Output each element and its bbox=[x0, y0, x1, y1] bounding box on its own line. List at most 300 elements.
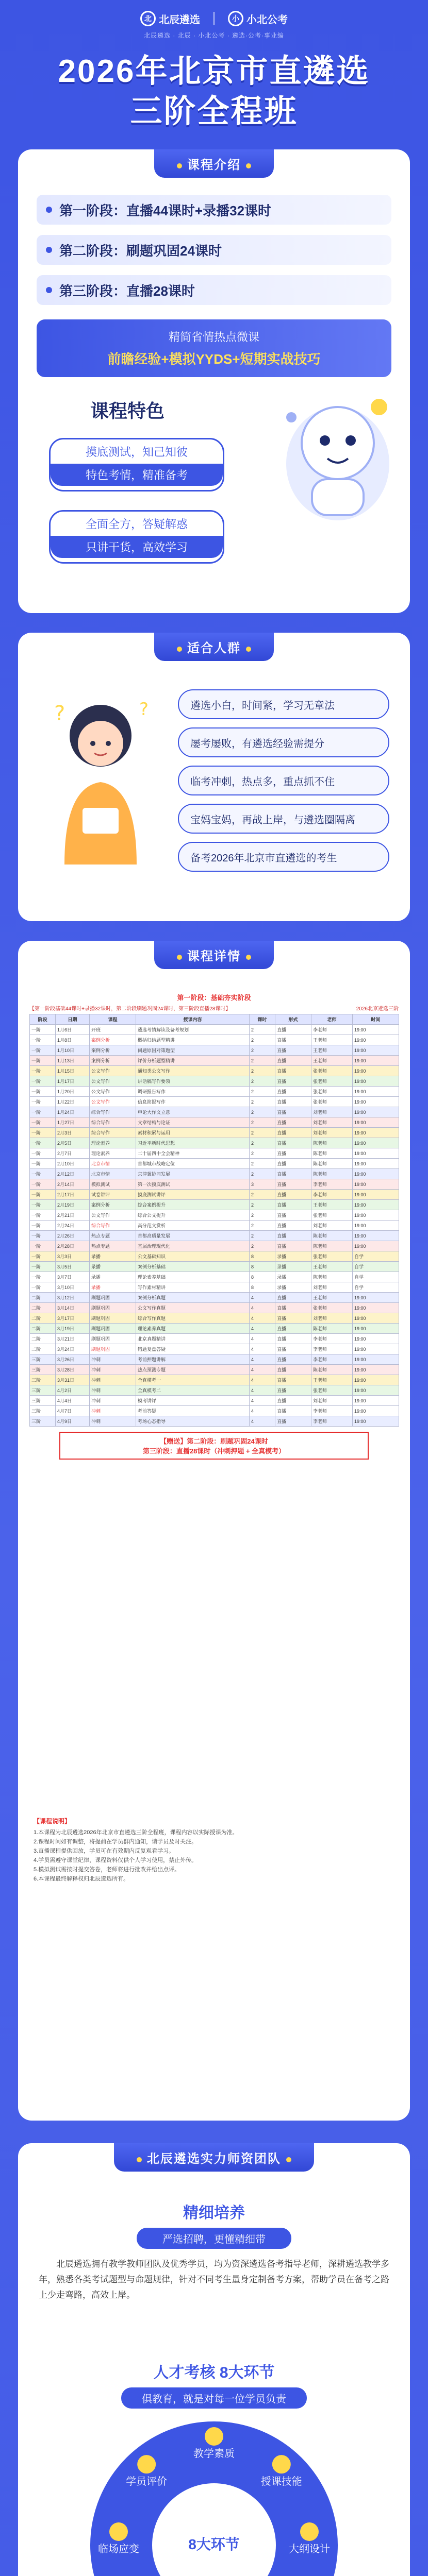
schedule-row bbox=[30, 1128, 399, 1138]
schedule-cell: 2 bbox=[250, 1066, 275, 1076]
wheel-step-icon bbox=[300, 2522, 319, 2541]
schedule-row bbox=[30, 1117, 399, 1128]
beichen-logo-icon: 北 bbox=[140, 11, 156, 26]
schedule-cell: 李老师 bbox=[311, 1344, 353, 1354]
stage-2-label: 第二阶段：刷题巩固24课时 bbox=[59, 243, 222, 259]
schedule-cell: 3月21日 bbox=[56, 1334, 90, 1344]
schedule-cell: 综合写作 bbox=[90, 1221, 136, 1231]
schedule-cell: 刘老师 bbox=[311, 1117, 353, 1128]
brand-xiaobei bbox=[228, 11, 288, 26]
schedule-cell: 第一次摸底测试 bbox=[136, 1179, 250, 1190]
bullet-icon bbox=[46, 247, 52, 253]
brand-logos bbox=[0, 7, 428, 30]
schedule-cell: 19:00 bbox=[353, 1231, 399, 1241]
eight-steps-wheel bbox=[85, 2416, 343, 2576]
schedule-cell: 试卷讲评 bbox=[90, 1190, 136, 1200]
schedule-cell: 1月13日 bbox=[56, 1056, 90, 1066]
schedule-cell: 王老师 bbox=[311, 1262, 353, 1272]
schedule-cell: 19:00 bbox=[353, 1354, 399, 1365]
brand-beichen bbox=[140, 11, 200, 26]
schedule-cell: 案例分析 bbox=[90, 1056, 136, 1066]
schedule-cell: 公文写作 bbox=[90, 1076, 136, 1087]
schedule-row bbox=[30, 1282, 399, 1293]
schedule-cell: 通知类公文写作 bbox=[136, 1066, 250, 1076]
schedule-row bbox=[30, 1385, 399, 1396]
schedule-cell: 3月14日 bbox=[56, 1303, 90, 1313]
schedule-column-header: 日期 bbox=[56, 1014, 90, 1025]
schedule-cell: 张老师 bbox=[311, 1251, 353, 1262]
bonus-line-2: 第三阶段：直播28课时（冲刺押题 + 全真模考） bbox=[142, 1447, 286, 1455]
schedule-cell: 1月22日 bbox=[56, 1097, 90, 1107]
schedule-cell: 张老师 bbox=[311, 1303, 353, 1313]
schedule-cell: 直播 bbox=[275, 1087, 311, 1097]
schedule-cell: 19:00 bbox=[353, 1303, 399, 1313]
schedule-cell: 一阶 bbox=[30, 1117, 56, 1128]
schedule-cell: 4 bbox=[250, 1344, 275, 1354]
schedule-row bbox=[30, 1324, 399, 1334]
schedule-cell: 2 bbox=[250, 1241, 275, 1251]
schedule-cell: 2月10日 bbox=[56, 1159, 90, 1169]
schedule-cell: 一阶 bbox=[30, 1148, 56, 1159]
team-heading-2 bbox=[18, 2360, 410, 2409]
schedule-cell: 19:00 bbox=[353, 1128, 399, 1138]
schedule-cell: 一阶 bbox=[30, 1210, 56, 1221]
schedule-cell: 2 bbox=[250, 1056, 275, 1066]
schedule-cell: 公文写作 bbox=[90, 1097, 136, 1107]
schedule-cell: 1月10日 bbox=[56, 1045, 90, 1056]
schedule-cell: 8 bbox=[250, 1262, 275, 1272]
schedule-cell: 王老师 bbox=[311, 1200, 353, 1210]
schedule-cell: 错题复盘答疑 bbox=[136, 1344, 250, 1354]
stage-3-label: 第三阶段：直播28课时 bbox=[59, 283, 195, 299]
hero-title-line1: 2026年北京市直遴选 bbox=[58, 54, 370, 89]
schedule-cell: 2月19日 bbox=[56, 1200, 90, 1210]
schedule-row bbox=[30, 1375, 399, 1385]
schedule-cell: 直播 bbox=[275, 1313, 311, 1324]
schedule-cell: 摸底测试讲评 bbox=[136, 1190, 250, 1200]
schedule-cell: 直播 bbox=[275, 1231, 311, 1241]
schedule-cell: 2月17日 bbox=[56, 1190, 90, 1200]
bonus-line-1: 【赠送】第二阶段：刷题巩固24课时 bbox=[160, 1437, 268, 1445]
schedule-cell: 19:00 bbox=[353, 1190, 399, 1200]
schedule-cell: 冲刺 bbox=[90, 1416, 136, 1427]
schedule-cell: 写作素材精讲 bbox=[136, 1282, 250, 1293]
schedule-row bbox=[30, 1148, 399, 1159]
schedule-cell: 直播 bbox=[275, 1406, 311, 1416]
wheel-step-label: 教学素质 bbox=[193, 2448, 235, 2460]
schedule-cell: 案例分析基础 bbox=[136, 1262, 250, 1272]
schedule-row bbox=[30, 1138, 399, 1148]
course-details-card bbox=[18, 941, 410, 2121]
schedule-subtitle-left: 【第一阶段基础44课时+录播32课时，第二阶段刷题巩固24课时，第三阶段直播28课时】 bbox=[29, 1006, 231, 1012]
schedule-cell: 录播 bbox=[275, 1272, 311, 1282]
schedule-cell: 2 bbox=[250, 1200, 275, 1210]
schedule-cell: 二阶 bbox=[30, 1313, 56, 1324]
schedule-cell: 陈老师 bbox=[311, 1324, 353, 1334]
schedule-cell: 19:00 bbox=[353, 1066, 399, 1076]
schedule-cell: 讲话稿写作要领 bbox=[136, 1076, 250, 1087]
schedule-cell: 京津冀协同发展 bbox=[136, 1169, 250, 1179]
schedule-cell: 直播 bbox=[275, 1324, 311, 1334]
schedule-cell: 4月7日 bbox=[56, 1406, 90, 1416]
course-intro-card bbox=[18, 149, 410, 613]
mascot-icon bbox=[276, 386, 400, 531]
schedule-cell: 直播 bbox=[275, 1375, 311, 1385]
schedule-cell: 模拟测试 bbox=[90, 1179, 136, 1190]
schedule-cell: 3月7日 bbox=[56, 1272, 90, 1282]
schedule-cell: 三阶 bbox=[30, 1385, 56, 1396]
schedule-cell: 3 bbox=[250, 1179, 275, 1190]
schedule-cell: 19:00 bbox=[353, 1334, 399, 1344]
schedule-cell: 首都城市战略定位 bbox=[136, 1159, 250, 1169]
schedule-header-row bbox=[30, 1014, 399, 1025]
schedule-cell: 考前押题讲解 bbox=[136, 1354, 250, 1365]
schedule-row bbox=[30, 1056, 399, 1066]
schedule-cell: 陈老师 bbox=[311, 1159, 353, 1169]
schedule-cell: 理论素养真题 bbox=[136, 1324, 250, 1334]
schedule-cell: 一阶 bbox=[30, 1097, 56, 1107]
schedule-cell: 录播 bbox=[275, 1262, 311, 1272]
schedule-row bbox=[30, 1396, 399, 1406]
schedule-cell: 直播 bbox=[275, 1293, 311, 1303]
schedule-cell: 2月5日 bbox=[56, 1138, 90, 1148]
schedule-row bbox=[30, 1313, 399, 1324]
schedule-cell: 公文基础知识 bbox=[136, 1251, 250, 1262]
schedule-cell: 3月28日 bbox=[56, 1365, 90, 1375]
schedule-cell: 2 bbox=[250, 1159, 275, 1169]
schedule-cell: 北京真题精讲 bbox=[136, 1334, 250, 1344]
schedule-cell: 评价分析题型精讲 bbox=[136, 1056, 250, 1066]
schedule-cell: 19:00 bbox=[353, 1087, 399, 1097]
team-ribbon-2: 俱教育，就是对每一位学员负责 bbox=[121, 2387, 307, 2409]
schedule-cell: 录播 bbox=[275, 1251, 311, 1262]
schedule-cell: 一阶 bbox=[30, 1169, 56, 1179]
schedule-cell: 2月12日 bbox=[56, 1169, 90, 1179]
schedule-cell: 2 bbox=[250, 1035, 275, 1045]
schedule-cell: 全真模考一 bbox=[136, 1375, 250, 1385]
schedule-cell: 19:00 bbox=[353, 1396, 399, 1406]
schedule-cell: 刘老师 bbox=[311, 1128, 353, 1138]
schedule-row bbox=[30, 1334, 399, 1344]
schedule-cell: 基层治理现代化 bbox=[136, 1241, 250, 1251]
schedule-row bbox=[30, 1025, 399, 1035]
schedule-row bbox=[30, 1406, 399, 1416]
schedule-cell: 3月24日 bbox=[56, 1344, 90, 1354]
schedule-cell: 19:00 bbox=[353, 1159, 399, 1169]
schedule-cell: 考前答疑 bbox=[136, 1406, 250, 1416]
stage-1-label: 第一阶段：直播44课时+录播32课时 bbox=[59, 202, 272, 218]
schedule-cell: 冲刺 bbox=[90, 1396, 136, 1406]
schedule-cell: 二阶 bbox=[30, 1293, 56, 1303]
schedule-cell: 8 bbox=[250, 1251, 275, 1262]
schedule-cell: 4 bbox=[250, 1354, 275, 1365]
schedule-cell: 直播 bbox=[275, 1416, 311, 1427]
schedule-cell: 直播 bbox=[275, 1354, 311, 1365]
schedule-row bbox=[30, 1210, 399, 1221]
note-item: 1.本课程为北辰遴选2026年北京市直遴选三阶全程班，课程内容以实际授课为准。 bbox=[34, 1829, 238, 1836]
feature-pill-2 bbox=[49, 510, 224, 564]
schedule-cell: 一阶 bbox=[30, 1251, 56, 1262]
schedule-cell: 问题原因对策题型 bbox=[136, 1045, 250, 1056]
schedule-cell: 2 bbox=[250, 1169, 275, 1179]
schedule-cell: 19:00 bbox=[353, 1179, 399, 1190]
schedule-cell: 自学 bbox=[353, 1282, 399, 1293]
schedule-cell: 直播 bbox=[275, 1148, 311, 1159]
schedule-cell: 19:00 bbox=[353, 1035, 399, 1045]
schedule-cell: 公文写作真题 bbox=[136, 1303, 250, 1313]
wheel-step-label: 学员评价 bbox=[126, 2476, 168, 2488]
schedule-cell: 习近平新时代思想 bbox=[136, 1138, 250, 1148]
schedule-cell: 1月15日 bbox=[56, 1066, 90, 1076]
schedule-cell: 3月3日 bbox=[56, 1251, 90, 1262]
schedule-cell: 2 bbox=[250, 1210, 275, 1221]
schedule-cell: 刷题巩固 bbox=[90, 1313, 136, 1324]
schedule-row bbox=[30, 1344, 399, 1354]
wheel-step-icon bbox=[109, 2522, 128, 2541]
schedule-cell: 2 bbox=[250, 1138, 275, 1148]
audience-list bbox=[178, 689, 389, 880]
schedule-cell: 综合写作 bbox=[90, 1107, 136, 1117]
schedule-cell: 热点预测专题 bbox=[136, 1365, 250, 1375]
feature-pill-1 bbox=[49, 438, 224, 492]
team-card bbox=[18, 2143, 410, 2576]
schedule-cell: 首都高质量发展 bbox=[136, 1231, 250, 1241]
note-item: 3.直播课程提供回放，学员可在有效期内反复观看学习。 bbox=[34, 1848, 175, 1854]
schedule-cell: 2月3日 bbox=[56, 1128, 90, 1138]
schedule-cell: 4 bbox=[250, 1324, 275, 1334]
wheel-step-label: 授课技能 bbox=[260, 2476, 302, 2488]
schedule-cell: 19:00 bbox=[353, 1045, 399, 1056]
schedule-cell: 北京市情 bbox=[90, 1169, 136, 1179]
schedule-cell: 二阶 bbox=[30, 1344, 56, 1354]
schedule-cell: 2月7日 bbox=[56, 1148, 90, 1159]
schedule-cell: 三阶 bbox=[30, 1416, 56, 1427]
schedule-cell: 3月26日 bbox=[56, 1354, 90, 1365]
wheel-step-icon bbox=[205, 2427, 223, 2446]
schedule-cell: 陈老师 bbox=[311, 1148, 353, 1159]
team-heading-2-text: 人才考核 8大环节 bbox=[153, 2364, 275, 2381]
schedule-cell: 调研报告写作 bbox=[136, 1087, 250, 1097]
schedule-row bbox=[30, 1097, 399, 1107]
schedule-cell: 直播 bbox=[275, 1045, 311, 1056]
schedule-cell: 二十届四中全会精神 bbox=[136, 1148, 250, 1159]
schedule-cell: 冲刺 bbox=[90, 1365, 136, 1375]
schedule-cell: 2 bbox=[250, 1107, 275, 1117]
schedule-row bbox=[30, 1251, 399, 1262]
schedule-cell: 录播 bbox=[90, 1251, 136, 1262]
schedule-cell: 王老师 bbox=[311, 1293, 353, 1303]
wheel-center-label: 8大环节 bbox=[188, 2536, 240, 2552]
schedule-cell: 直播 bbox=[275, 1076, 311, 1087]
section-tag-intro: 课程介绍 bbox=[154, 149, 274, 178]
schedule-cell: 4 bbox=[250, 1303, 275, 1313]
schedule-cell: 19:00 bbox=[353, 1313, 399, 1324]
schedule-cell: 19:00 bbox=[353, 1406, 399, 1416]
schedule-cell: 陈老师 bbox=[311, 1365, 353, 1375]
audience-item: 临考冲刺，热点多，重点抓不住 bbox=[178, 766, 389, 795]
schedule-cell: 直播 bbox=[275, 1138, 311, 1148]
schedule-row bbox=[30, 1303, 399, 1313]
audience-item: 屡考屡败，有遴选经验需提分 bbox=[178, 727, 389, 757]
schedule-cell: 19:00 bbox=[353, 1117, 399, 1128]
note-item: 4.学员需遵守课堂纪律，课程资料仅供个人学习使用，禁止外传。 bbox=[34, 1857, 197, 1863]
schedule-cell: 4 bbox=[250, 1396, 275, 1406]
svg-text:?: ? bbox=[54, 702, 65, 725]
course-notes bbox=[34, 1817, 394, 1884]
audience-item: 宝妈宝妈，再战上岸，与遴选圈隔离 bbox=[178, 804, 389, 834]
schedule-cell: 自学 bbox=[353, 1262, 399, 1272]
schedule-row bbox=[30, 1272, 399, 1282]
schedule-cell: 4 bbox=[250, 1375, 275, 1385]
brand-beichen-label: 北辰遴选 bbox=[159, 14, 200, 26]
schedule-cell: 2月24日 bbox=[56, 1221, 90, 1231]
schedule-cell: 一阶 bbox=[30, 1221, 56, 1231]
bullet-icon bbox=[46, 287, 52, 293]
schedule-column-header: 阶段 bbox=[30, 1014, 56, 1025]
schedule-cell: 2 bbox=[250, 1076, 275, 1087]
schedule-cell: 素材积累与运用 bbox=[136, 1128, 250, 1138]
schedule-cell: 1月24日 bbox=[56, 1107, 90, 1117]
stage-1 bbox=[37, 195, 391, 225]
schedule-row bbox=[30, 1179, 399, 1190]
boost-line-2: 前瞻经验+模拟YYDS+短期实战技巧 bbox=[107, 351, 321, 367]
xiaobei-logo-icon: 小 bbox=[228, 11, 243, 26]
schedule-cell: 一阶 bbox=[30, 1200, 56, 1210]
schedule-cell: 理论素养 bbox=[90, 1138, 136, 1148]
schedule-cell: 王老师 bbox=[311, 1056, 353, 1066]
schedule-cell: 李老师 bbox=[311, 1179, 353, 1190]
schedule-cell: 直播 bbox=[275, 1097, 311, 1107]
schedule-cell: 一阶 bbox=[30, 1138, 56, 1148]
schedule-cell: 模考讲评 bbox=[136, 1396, 250, 1406]
schedule-column-header: 形式 bbox=[275, 1014, 311, 1025]
schedule-cell: 3月17日 bbox=[56, 1313, 90, 1324]
schedule-cell: 一阶 bbox=[30, 1231, 56, 1241]
schedule-cell: 王老师 bbox=[311, 1045, 353, 1056]
svg-text:?: ? bbox=[139, 699, 149, 720]
schedule-cell: 3月12日 bbox=[56, 1293, 90, 1303]
schedule-cell: 4月9日 bbox=[56, 1416, 90, 1427]
schedule-cell: 三阶 bbox=[30, 1354, 56, 1365]
schedule-cell: 刷题巩固 bbox=[90, 1303, 136, 1313]
schedule-row bbox=[30, 1066, 399, 1076]
schedule-cell: 1月20日 bbox=[56, 1087, 90, 1097]
schedule-cell: 2 bbox=[250, 1190, 275, 1200]
audience-card bbox=[18, 633, 410, 921]
schedule-column-header: 时间 bbox=[353, 1014, 399, 1025]
schedule-cell: 直播 bbox=[275, 1056, 311, 1066]
schedule-cell: 张老师 bbox=[311, 1210, 353, 1221]
schedule-cell: 19:00 bbox=[353, 1025, 399, 1035]
team-heading-1 bbox=[18, 2200, 410, 2249]
schedule-cell: 一阶 bbox=[30, 1282, 56, 1293]
schedule-cell: 自学 bbox=[353, 1251, 399, 1262]
schedule-cell: 一阶 bbox=[30, 1056, 56, 1066]
schedule-cell: 直播 bbox=[275, 1385, 311, 1396]
schedule-row bbox=[30, 1354, 399, 1365]
schedule-cell: 李老师 bbox=[311, 1406, 353, 1416]
schedule-row bbox=[30, 1190, 399, 1200]
hero-title bbox=[0, 52, 428, 132]
schedule-cell: 陈老师 bbox=[311, 1138, 353, 1148]
schedule-cell: 一阶 bbox=[30, 1076, 56, 1087]
schedule-cell: 3月19日 bbox=[56, 1324, 90, 1334]
schedule-cell: 冲刺 bbox=[90, 1375, 136, 1385]
schedule-cell: 综合案例提升 bbox=[136, 1200, 250, 1210]
schedule-cell: 4月2日 bbox=[56, 1385, 90, 1396]
schedule-cell: 2 bbox=[250, 1231, 275, 1241]
team-heading-1-text: 精细培养 bbox=[183, 2205, 245, 2222]
bullet-icon bbox=[46, 207, 52, 213]
schedule-cell: 一阶 bbox=[30, 1045, 56, 1056]
schedule-cell: 19:00 bbox=[353, 1385, 399, 1396]
schedule-cell: 2 bbox=[250, 1025, 275, 1035]
schedule-cell: 综合写作 bbox=[90, 1128, 136, 1138]
schedule-cell: 8 bbox=[250, 1272, 275, 1282]
sub-brands: 北辰遴选 · 北辰 · 小北公考 · 遴选·公考·事业编 bbox=[144, 32, 284, 39]
schedule-cell: 2 bbox=[250, 1128, 275, 1138]
schedule-cell: 直播 bbox=[275, 1035, 311, 1045]
schedule-cell: 3月31日 bbox=[56, 1375, 90, 1385]
schedule-cell: 一阶 bbox=[30, 1087, 56, 1097]
schedule-cell: 案例分析 bbox=[90, 1200, 136, 1210]
boost-banner bbox=[37, 319, 391, 377]
schedule-cell: 热点专题 bbox=[90, 1241, 136, 1251]
schedule-row bbox=[30, 1107, 399, 1117]
schedule-cell: 全真模考二 bbox=[136, 1385, 250, 1396]
section-tag-details: 课程详情 bbox=[154, 941, 274, 969]
schedule-cell: 刷题巩固 bbox=[90, 1293, 136, 1303]
schedule-cell: 4 bbox=[250, 1416, 275, 1427]
schedule-cell: 张老师 bbox=[311, 1066, 353, 1076]
student-illustration-icon bbox=[34, 689, 168, 875]
stage-3 bbox=[37, 275, 391, 305]
schedule-cell: 4 bbox=[250, 1334, 275, 1344]
schedule-cell: 申论大作文立意 bbox=[136, 1107, 250, 1117]
schedule-cell: 刷题巩固 bbox=[90, 1334, 136, 1344]
schedule-row bbox=[30, 1045, 399, 1056]
schedule-cell: 陈老师 bbox=[311, 1169, 353, 1179]
schedule-cell: 直播 bbox=[275, 1190, 311, 1200]
schedule-cell: 刷题巩固 bbox=[90, 1324, 136, 1334]
team-intro-text: 北辰遴选拥有教学教师团队及优秀学员，均为资深遴选备考指导老师，深耕遴选教学多年，熟悉各类考试题型与命题规律，针对不同考生量身定制备考方案，帮助学员在备考之路上少走弯路，高效上岸。 bbox=[39, 2259, 389, 2300]
schedule-row bbox=[30, 1293, 399, 1303]
schedule-cell: 李老师 bbox=[311, 1334, 353, 1344]
schedule-cell: 19:00 bbox=[353, 1076, 399, 1087]
schedule-cell: 19:00 bbox=[353, 1365, 399, 1375]
schedule-cell: 直播 bbox=[275, 1210, 311, 1221]
schedule-subtitle-right: 2026北京遴选三阶 bbox=[356, 1006, 399, 1012]
notes-title: 【课程说明】 bbox=[34, 1818, 71, 1825]
schedule-cell: 刘老师 bbox=[311, 1396, 353, 1406]
schedule-cell: 直播 bbox=[275, 1365, 311, 1375]
stage-2 bbox=[37, 235, 391, 265]
schedule-cell: 2 bbox=[250, 1087, 275, 1097]
schedule-cell: 2月26日 bbox=[56, 1231, 90, 1241]
schedule-cell: 2 bbox=[250, 1148, 275, 1159]
schedule-cell: 2 bbox=[250, 1045, 275, 1056]
schedule-cell: 1月8日 bbox=[56, 1035, 90, 1045]
schedule-cell: 8 bbox=[250, 1282, 275, 1293]
schedule-cell: 冲刺 bbox=[90, 1385, 136, 1396]
schedule-cell: 直播 bbox=[275, 1107, 311, 1117]
schedule-cell: 直播 bbox=[275, 1396, 311, 1406]
schedule-cell: 案例分析 bbox=[90, 1045, 136, 1056]
schedule-cell: 综合写作真题 bbox=[136, 1313, 250, 1324]
schedule-cell: 王老师 bbox=[311, 1035, 353, 1045]
audience-item: 备考2026年北京市直遴选的考生 bbox=[178, 842, 389, 872]
schedule-cell: 遴选考情解读及备考规划 bbox=[136, 1025, 250, 1035]
